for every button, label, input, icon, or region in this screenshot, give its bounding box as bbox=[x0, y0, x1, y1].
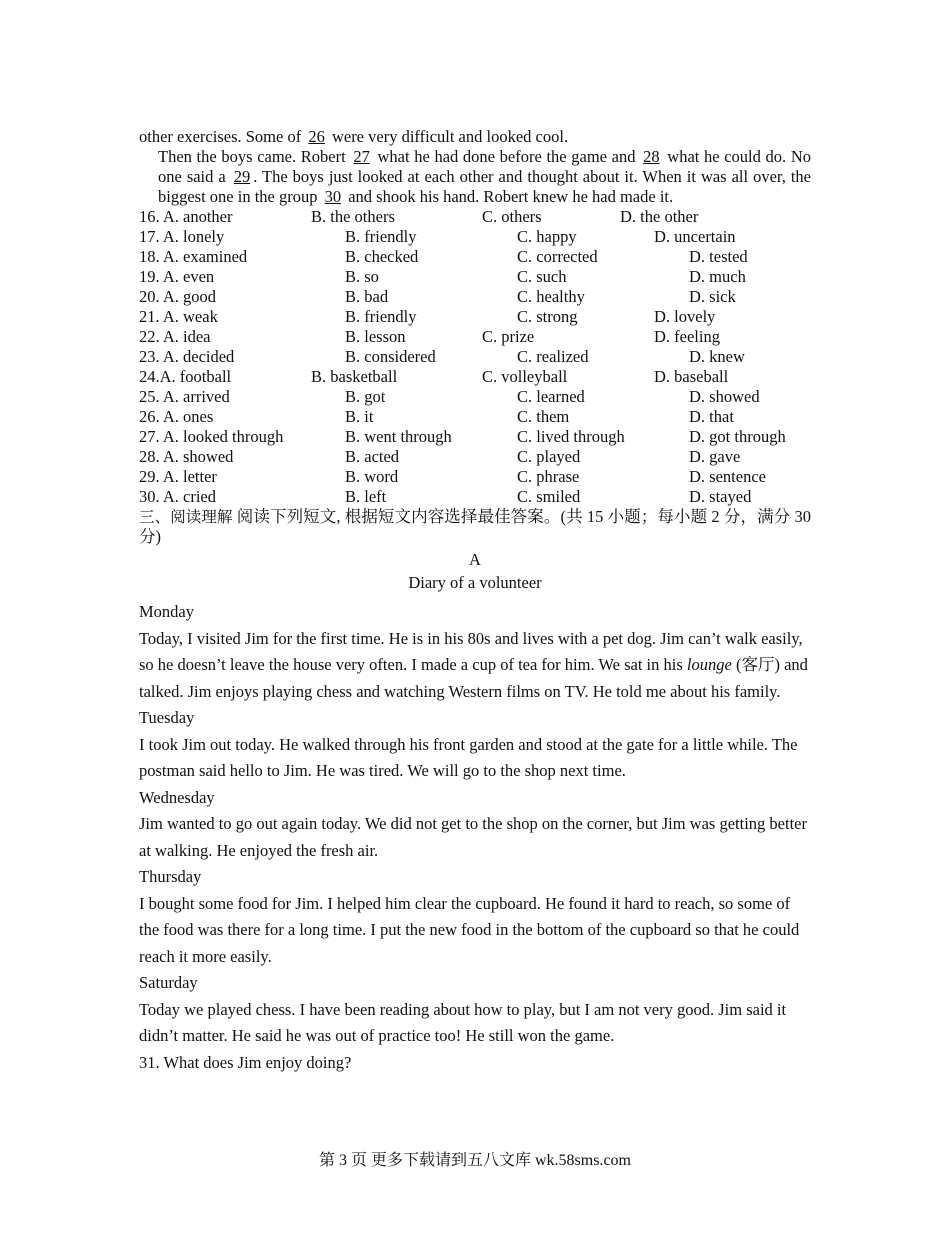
option-c: C. them bbox=[517, 407, 570, 426]
option-row bbox=[139, 227, 811, 247]
cloze-options bbox=[139, 207, 811, 507]
passage-letter: A bbox=[469, 550, 481, 569]
option-b: B. friendly bbox=[345, 307, 417, 326]
cloze-blank-28: 28 bbox=[643, 147, 660, 166]
option-b: B. the others bbox=[311, 207, 395, 226]
page-footer: 第 3 页 更多下载请到五八文库 wk.58sms.com bbox=[318, 1152, 631, 1169]
option-a: 21. A. weak bbox=[139, 307, 218, 326]
diary-entry: Jim wanted to go out again today. We did not get to the shop on the corner, but Jim was getting better at walking. He enjoyed the fresh air. bbox=[139, 814, 807, 860]
option-a: 26. A. ones bbox=[139, 407, 214, 426]
option-row bbox=[139, 307, 811, 327]
option-a: 30. A. cried bbox=[139, 487, 216, 506]
option-c: C. volleyball bbox=[482, 367, 568, 386]
option-a: 17. A. lonely bbox=[139, 227, 225, 246]
diary-day: Tuesday bbox=[139, 708, 195, 727]
option-c: C. phrase bbox=[517, 467, 580, 486]
diary-day: Saturday bbox=[139, 973, 198, 992]
option-c: C. happy bbox=[517, 227, 577, 246]
cloze-text: were very difficult and looked cool. bbox=[327, 127, 569, 146]
option-d: D. the other bbox=[620, 207, 699, 226]
option-c: C. smiled bbox=[517, 487, 581, 506]
option-d: D. showed bbox=[689, 387, 760, 406]
option-a: 28. A. showed bbox=[139, 447, 234, 466]
option-row bbox=[139, 467, 811, 487]
option-a: 22. A. idea bbox=[139, 327, 211, 346]
option-row bbox=[139, 267, 811, 287]
section-3-instructions: 阅读下列短文, 根据短文内容选择最佳答案。(共 15 小题；每小题 2 分，满分 30 分) bbox=[139, 507, 811, 546]
option-b: B. word bbox=[345, 467, 399, 486]
option-a: 19. A. even bbox=[139, 267, 215, 286]
option-d: D. sentence bbox=[689, 467, 766, 486]
option-row bbox=[139, 407, 811, 427]
option-c: C. prize bbox=[482, 327, 535, 346]
option-c: C. corrected bbox=[517, 247, 598, 266]
option-a: 20. A. good bbox=[139, 287, 217, 306]
option-row bbox=[139, 447, 811, 467]
option-a: 27. A. looked through bbox=[139, 427, 284, 446]
cloze-blank-29: 29 bbox=[233, 167, 251, 186]
option-d: D. gave bbox=[689, 447, 741, 466]
option-b: B. acted bbox=[345, 447, 400, 466]
option-b: B. checked bbox=[345, 247, 419, 266]
option-row bbox=[139, 287, 811, 307]
option-b: B. friendly bbox=[345, 227, 417, 246]
option-b: B. considered bbox=[345, 347, 436, 366]
option-row bbox=[139, 327, 811, 347]
option-c: C. others bbox=[482, 207, 542, 226]
diary-entry: Today we played chess. I have been reading about how to play, but I am not very good. Jim said it didn’t matter. He said he was out of practice too! He still won the game. bbox=[139, 999, 787, 1045]
option-c: C. lived through bbox=[517, 427, 625, 446]
option-d: D. got through bbox=[689, 427, 786, 446]
option-d: D. baseball bbox=[654, 367, 729, 386]
option-c: C. learned bbox=[517, 387, 585, 406]
option-b: B. lesson bbox=[345, 327, 406, 346]
option-a: 16. A. another bbox=[139, 207, 233, 226]
option-b: B. left bbox=[345, 487, 387, 506]
option-d: D. lovely bbox=[654, 307, 716, 326]
cloze-line-1 bbox=[139, 127, 811, 147]
option-a: 18. A. examined bbox=[139, 247, 248, 266]
italic-word: lounge bbox=[686, 655, 732, 674]
cloze-paragraph-2: Then the boys came. Robert 27 what he had done before the game and 28 what he could do. No one said a 29 . The boys just looked at each other and thought about it. When it was all over, the biggest one in the group 30 and shook his hand. Robert knew he had made it. bbox=[158, 147, 811, 206]
document-page bbox=[139, 127, 811, 1076]
question-31: 31. What does Jim enjoy doing? bbox=[139, 1052, 352, 1072]
option-row bbox=[139, 367, 811, 387]
diary-day: Wednesday bbox=[139, 787, 215, 807]
option-row bbox=[139, 207, 811, 227]
diary-entry: Today, I visited Jim for the first time. He is in his 80s and lives with a pet dog. Jim can’t walk easily, so he doesn’t leave the house very often. I made a cup of tea for him. We sat in his lounge (客厅) and talked. Jim enjoys playing chess and watching Western films on TV. He told me about his family. bbox=[139, 628, 808, 701]
passage-title: Diary of a volunteer bbox=[408, 573, 542, 592]
option-c: C. played bbox=[517, 447, 581, 466]
option-b: B. so bbox=[345, 267, 379, 286]
option-d: D. knew bbox=[689, 347, 745, 366]
option-d: D. much bbox=[689, 267, 746, 286]
option-b: B. got bbox=[345, 387, 386, 406]
option-a: 24.A. football bbox=[139, 367, 232, 386]
cloze-blank-30: 30 bbox=[324, 187, 342, 206]
cloze-blank-27: 27 bbox=[353, 147, 370, 166]
option-row bbox=[139, 247, 811, 267]
diary-day: Thursday bbox=[139, 867, 202, 886]
diary-day: Monday bbox=[139, 602, 194, 621]
option-a: 25. A. arrived bbox=[139, 387, 230, 406]
option-row bbox=[139, 487, 811, 507]
option-row bbox=[139, 347, 811, 367]
option-row bbox=[139, 387, 811, 407]
option-b: B. basketball bbox=[311, 367, 398, 386]
option-a: 23. A. decided bbox=[139, 347, 235, 366]
option-c: C. strong bbox=[517, 307, 578, 326]
diary-entry: I took Jim out today. He walked through his front garden and stood at the gate for a little while. The postman said hello to Jim. He was tired. We will go to the shop next time. bbox=[139, 734, 798, 780]
option-c: C. realized bbox=[517, 347, 589, 366]
option-b: B. it bbox=[345, 407, 374, 426]
option-c: C. healthy bbox=[517, 287, 585, 306]
option-c: C. such bbox=[517, 267, 567, 286]
option-b: B. bad bbox=[345, 287, 389, 306]
option-d: D. stayed bbox=[689, 487, 752, 506]
passage-a-body bbox=[139, 599, 811, 1076]
option-d: D. tested bbox=[689, 247, 748, 266]
diary-entry: I bought some food for Jim. I helped him clear the cupboard. He found it hard to reach, so some of the food was there for a long time. I put the new food in the bottom of the cupboard so that he could reach it more easily. bbox=[139, 893, 800, 966]
section-3-heading: 三、阅读理解 bbox=[139, 508, 233, 526]
option-a: 29. A. letter bbox=[139, 467, 217, 486]
option-row bbox=[139, 427, 811, 447]
option-d: D. feeling bbox=[654, 327, 720, 346]
cloze-text: other exercises. Some of bbox=[139, 127, 306, 146]
option-b: B. went through bbox=[345, 427, 452, 446]
section-3-header bbox=[139, 507, 811, 547]
option-d: D. uncertain bbox=[654, 227, 736, 246]
option-d: D. sick bbox=[689, 287, 736, 306]
cloze-blank-26: 26 bbox=[308, 127, 325, 146]
option-d: D. that bbox=[689, 407, 734, 426]
